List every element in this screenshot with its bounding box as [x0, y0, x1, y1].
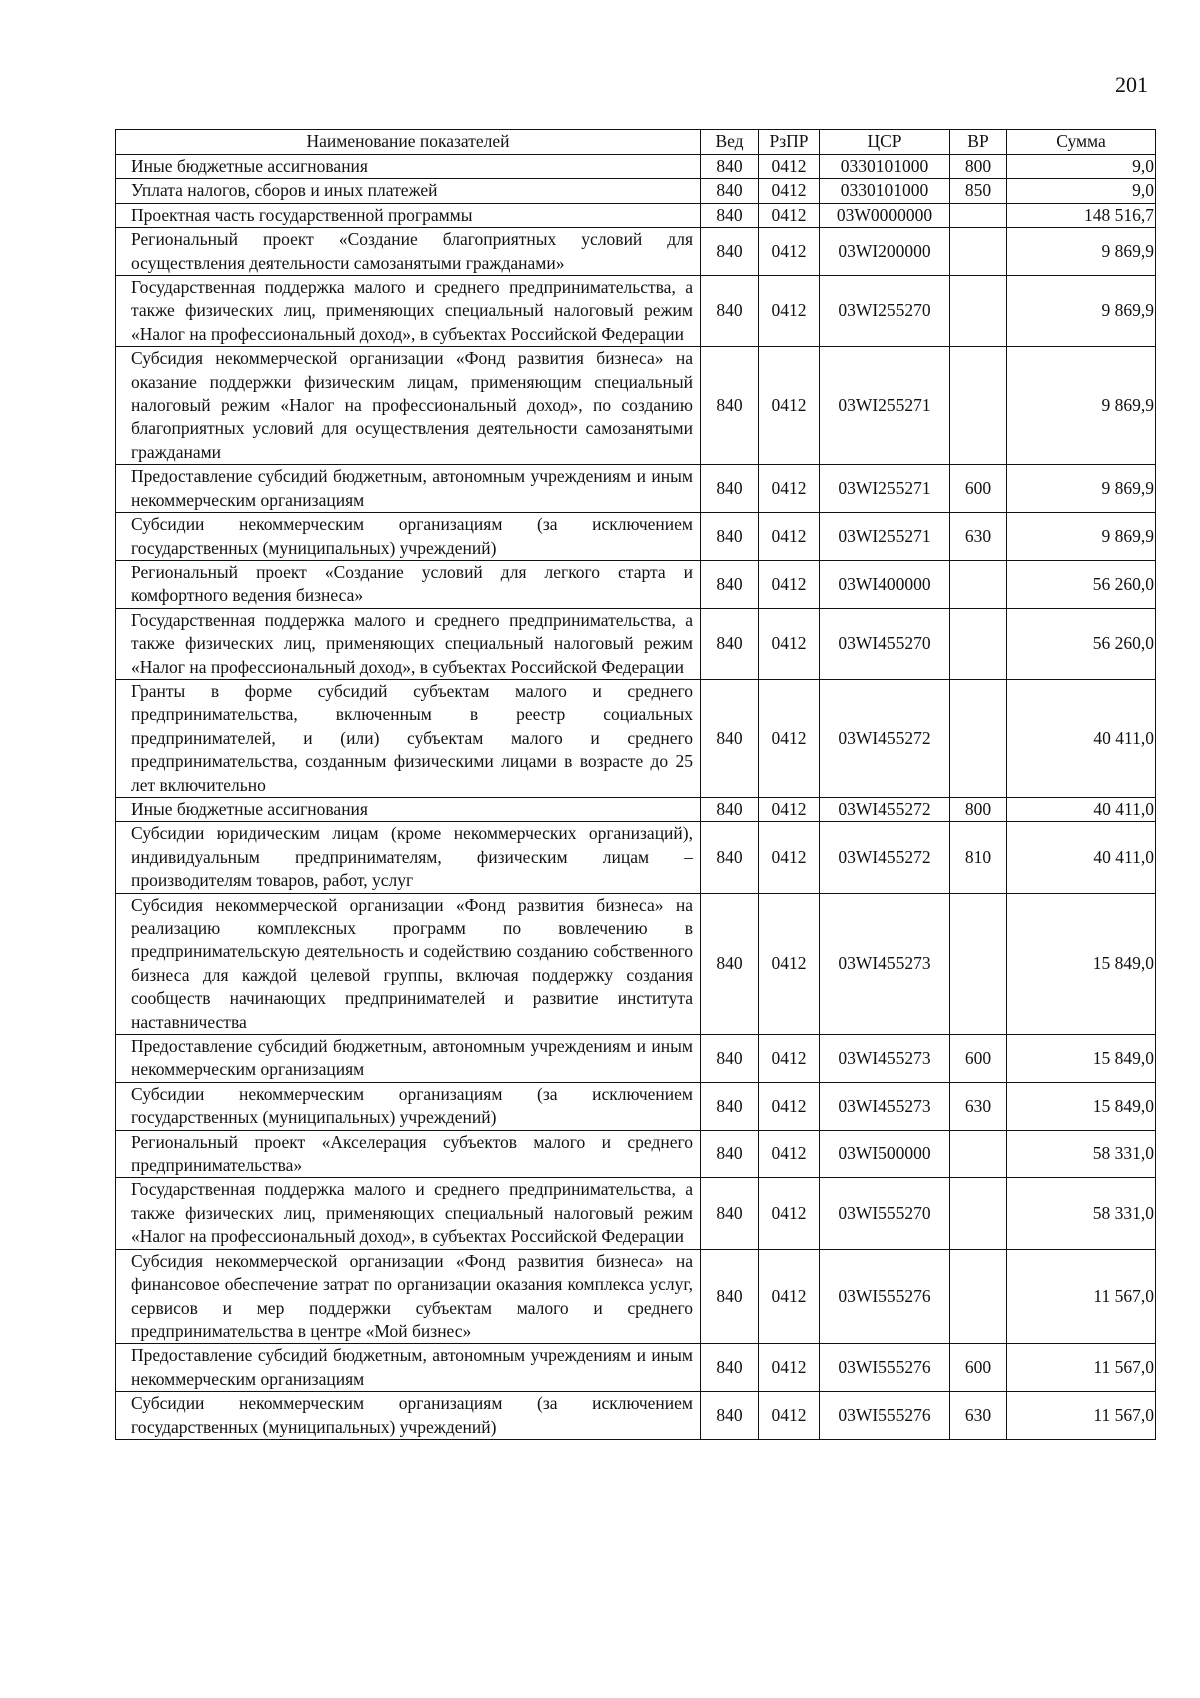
header-vr: ВР — [950, 130, 1007, 155]
cell-csr: 03WI455272 — [820, 679, 950, 797]
cell-rzpr: 0412 — [759, 513, 820, 561]
cell-name: Гранты в форме субсидий субъектам малого и среднего предпринимательства, включенным в реестр социальных предпринимателей, и (или) субъектам малого и среднего предпринимательства, созданным физическими лицами в возрасте до 25 лет включительно — [116, 679, 701, 797]
cell-ved: 840 — [701, 893, 759, 1034]
cell-rzpr: 0412 — [759, 1392, 820, 1440]
cell-ved: 840 — [701, 155, 759, 179]
cell-csr: 0330101000 — [820, 179, 950, 203]
cell-sum: 40 411,0 — [1007, 679, 1156, 797]
cell-name: Предоставление субсидий бюджетным, автономным учреждениям и иным некоммерческим организациям — [116, 1035, 701, 1083]
table-row — [116, 822, 1156, 893]
cell-ved: 840 — [701, 1344, 759, 1392]
table-row — [116, 679, 1156, 797]
cell-ved: 840 — [701, 1178, 759, 1249]
cell-vr — [950, 203, 1007, 227]
cell-csr: 03WI455272 — [820, 822, 950, 893]
table-row — [116, 1082, 1156, 1130]
budget-table — [115, 129, 1156, 1440]
cell-rzpr: 0412 — [759, 1344, 820, 1392]
cell-sum: 9 869,9 — [1007, 513, 1156, 561]
header-csr: ЦСР — [820, 130, 950, 155]
cell-ved: 840 — [701, 1392, 759, 1440]
cell-ved: 840 — [701, 228, 759, 276]
cell-csr: 03WI555276 — [820, 1392, 950, 1440]
cell-sum: 9 869,9 — [1007, 228, 1156, 276]
cell-name: Субсидии некоммерческим организациям (за исключением государственных (муниципальных) учреждений) — [116, 1082, 701, 1130]
cell-name: Иные бюджетные ассигнования — [116, 155, 701, 179]
table-body — [116, 155, 1156, 1440]
table-row — [116, 513, 1156, 561]
cell-csr: 03WI555276 — [820, 1344, 950, 1392]
cell-name: Уплата налогов, сборов и иных платежей — [116, 179, 701, 203]
cell-ved: 840 — [701, 465, 759, 513]
cell-sum: 15 849,0 — [1007, 1035, 1156, 1083]
cell-csr: 03WI455270 — [820, 608, 950, 679]
cell-rzpr: 0412 — [759, 1178, 820, 1249]
cell-rzpr: 0412 — [759, 347, 820, 465]
cell-csr: 03WI555270 — [820, 1178, 950, 1249]
cell-sum: 9 869,9 — [1007, 465, 1156, 513]
cell-csr: 03WI555276 — [820, 1249, 950, 1344]
cell-ved: 840 — [701, 513, 759, 561]
table-row — [116, 1249, 1156, 1344]
table-row — [116, 347, 1156, 465]
cell-sum: 58 331,0 — [1007, 1178, 1156, 1249]
cell-ved: 840 — [701, 1249, 759, 1344]
table-row — [116, 228, 1156, 276]
cell-rzpr: 0412 — [759, 560, 820, 608]
cell-sum: 9,0 — [1007, 155, 1156, 179]
cell-vr — [950, 893, 1007, 1034]
header-ved: Вед — [701, 130, 759, 155]
cell-name: Региональный проект «Создание благоприятных условий для осуществления деятельности самозанятыми гражданами» — [116, 228, 701, 276]
cell-rzpr: 0412 — [759, 893, 820, 1034]
cell-sum: 56 260,0 — [1007, 560, 1156, 608]
cell-vr — [950, 1130, 1007, 1178]
cell-csr: 03WI255271 — [820, 513, 950, 561]
cell-ved: 840 — [701, 608, 759, 679]
cell-vr: 600 — [950, 1035, 1007, 1083]
cell-sum: 9 869,9 — [1007, 347, 1156, 465]
cell-vr: 800 — [950, 797, 1007, 821]
cell-vr — [950, 347, 1007, 465]
cell-ved: 840 — [701, 203, 759, 227]
cell-ved: 840 — [701, 822, 759, 893]
cell-ved: 840 — [701, 179, 759, 203]
cell-sum: 40 411,0 — [1007, 797, 1156, 821]
cell-ved: 840 — [701, 1035, 759, 1083]
cell-ved: 840 — [701, 1082, 759, 1130]
table-row — [116, 797, 1156, 821]
cell-rzpr: 0412 — [759, 679, 820, 797]
table-row — [116, 465, 1156, 513]
cell-vr — [950, 1178, 1007, 1249]
table-row — [116, 560, 1156, 608]
cell-vr: 600 — [950, 465, 1007, 513]
table-row — [116, 1392, 1156, 1440]
cell-sum: 9,0 — [1007, 179, 1156, 203]
cell-csr: 03WI400000 — [820, 560, 950, 608]
cell-csr: 03WI455273 — [820, 1035, 950, 1083]
cell-vr — [950, 1249, 1007, 1344]
cell-csr: 03WI455273 — [820, 1082, 950, 1130]
table-row — [116, 1344, 1156, 1392]
cell-rzpr: 0412 — [759, 1082, 820, 1130]
table-row — [116, 893, 1156, 1034]
cell-name: Проектная часть государственной программы — [116, 203, 701, 227]
table-row — [116, 276, 1156, 347]
table-row — [116, 179, 1156, 203]
cell-name: Предоставление субсидий бюджетным, автономным учреждениям и иным некоммерческим организациям — [116, 465, 701, 513]
table-row — [116, 203, 1156, 227]
cell-vr — [950, 276, 1007, 347]
cell-rzpr: 0412 — [759, 276, 820, 347]
cell-vr — [950, 679, 1007, 797]
cell-rzpr: 0412 — [759, 608, 820, 679]
cell-name: Региональный проект «Создание условий для легкого старта и комфортного ведения бизнеса» — [116, 560, 701, 608]
cell-rzpr: 0412 — [759, 797, 820, 821]
cell-ved: 840 — [701, 679, 759, 797]
cell-name: Субсидия некоммерческой организации «Фонд развития бизнеса» на финансовое обеспечение затрат по организации оказания комплекса услуг, сервисов и мер поддержки субъектам малого и среднего предпринимательства в центре «Мой бизнес» — [116, 1249, 701, 1344]
cell-name: Субсидии юридическим лицам (кроме некоммерческих организаций), индивидуальным предпринимателям, физическим лицам – производителям товаров, работ, услуг — [116, 822, 701, 893]
cell-sum: 15 849,0 — [1007, 1082, 1156, 1130]
cell-name: Иные бюджетные ассигнования — [116, 797, 701, 821]
cell-rzpr: 0412 — [759, 155, 820, 179]
cell-csr: 0330101000 — [820, 155, 950, 179]
cell-rzpr: 0412 — [759, 179, 820, 203]
cell-csr: 03WI255271 — [820, 347, 950, 465]
cell-sum: 148 516,7 — [1007, 203, 1156, 227]
cell-vr — [950, 560, 1007, 608]
cell-sum: 11 567,0 — [1007, 1344, 1156, 1392]
cell-name: Субсидия некоммерческой организации «Фонд развития бизнеса» на реализацию комплексных программ по вовлечению в предпринимательскую деятельность и содействию созданию собственного бизнеса для каждой целевой группы, включая поддержку создания сообществ начинающих предпринимателей и развитие института наставничества — [116, 893, 701, 1034]
header-name: Наименование показателей — [116, 130, 701, 155]
cell-ved: 840 — [701, 1130, 759, 1178]
cell-rzpr: 0412 — [759, 1249, 820, 1344]
table-header-row — [116, 130, 1156, 155]
cell-sum: 58 331,0 — [1007, 1130, 1156, 1178]
cell-vr: 810 — [950, 822, 1007, 893]
cell-csr: 03WI200000 — [820, 228, 950, 276]
cell-csr: 03WI455272 — [820, 797, 950, 821]
cell-sum: 11 567,0 — [1007, 1249, 1156, 1344]
cell-sum: 11 567,0 — [1007, 1392, 1156, 1440]
table-row — [116, 1178, 1156, 1249]
cell-csr: 03WI500000 — [820, 1130, 950, 1178]
cell-ved: 840 — [701, 276, 759, 347]
cell-rzpr: 0412 — [759, 1130, 820, 1178]
cell-name: Региональный проект «Акселерация субъектов малого и среднего предпринимательства» — [116, 1130, 701, 1178]
header-rzpr: РзПР — [759, 130, 820, 155]
cell-name: Государственная поддержка малого и среднего предпринимательства, а также физических лиц, применяющих специальный налоговый режим «Налог на профессиональный доход», в субъектах Российской Федерации — [116, 608, 701, 679]
cell-sum: 9 869,9 — [1007, 276, 1156, 347]
cell-name: Предоставление субсидий бюджетным, автономным учреждениям и иным некоммерческим организациям — [116, 1344, 701, 1392]
cell-sum: 40 411,0 — [1007, 822, 1156, 893]
cell-rzpr: 0412 — [759, 822, 820, 893]
cell-csr: 03WI255271 — [820, 465, 950, 513]
cell-vr: 600 — [950, 1344, 1007, 1392]
cell-vr — [950, 608, 1007, 679]
cell-vr: 800 — [950, 155, 1007, 179]
cell-vr — [950, 228, 1007, 276]
table-row — [116, 1035, 1156, 1083]
cell-name: Субсидии некоммерческим организациям (за исключением государственных (муниципальных) учреждений) — [116, 1392, 701, 1440]
cell-rzpr: 0412 — [759, 228, 820, 276]
cell-csr: 03W0000000 — [820, 203, 950, 227]
cell-vr: 630 — [950, 1392, 1007, 1440]
cell-name: Субсидия некоммерческой организации «Фонд развития бизнеса» на оказание поддержки физическим лицам, применяющим специальный налоговый режим «Налог на профессиональный доход», по созданию благоприятных условий для осуществления деятельности самозанятыми гражданами — [116, 347, 701, 465]
header-sum: Сумма — [1007, 130, 1156, 155]
cell-vr: 850 — [950, 179, 1007, 203]
cell-ved: 840 — [701, 560, 759, 608]
cell-vr: 630 — [950, 1082, 1007, 1130]
cell-rzpr: 0412 — [759, 465, 820, 513]
table-row — [116, 155, 1156, 179]
cell-name: Государственная поддержка малого и среднего предпринимательства, а также физических лиц, применяющих специальный налоговый режим «Налог на профессиональный доход», в субъектах Российской Федерации — [116, 276, 701, 347]
cell-ved: 840 — [701, 347, 759, 465]
cell-csr: 03WI255270 — [820, 276, 950, 347]
table-row — [116, 608, 1156, 679]
cell-ved: 840 — [701, 797, 759, 821]
cell-rzpr: 0412 — [759, 1035, 820, 1083]
cell-rzpr: 0412 — [759, 203, 820, 227]
cell-sum: 15 849,0 — [1007, 893, 1156, 1034]
cell-csr: 03WI455273 — [820, 893, 950, 1034]
table-row — [116, 1130, 1156, 1178]
page-number: 201 — [1115, 72, 1148, 97]
cell-name: Субсидии некоммерческим организациям (за исключением государственных (муниципальных) учреждений) — [116, 513, 701, 561]
cell-vr: 630 — [950, 513, 1007, 561]
cell-sum: 56 260,0 — [1007, 608, 1156, 679]
cell-name: Государственная поддержка малого и среднего предпринимательства, а также физических лиц, применяющих специальный налоговый режим «Налог на профессиональный доход», в субъектах Российской Федерации — [116, 1178, 701, 1249]
